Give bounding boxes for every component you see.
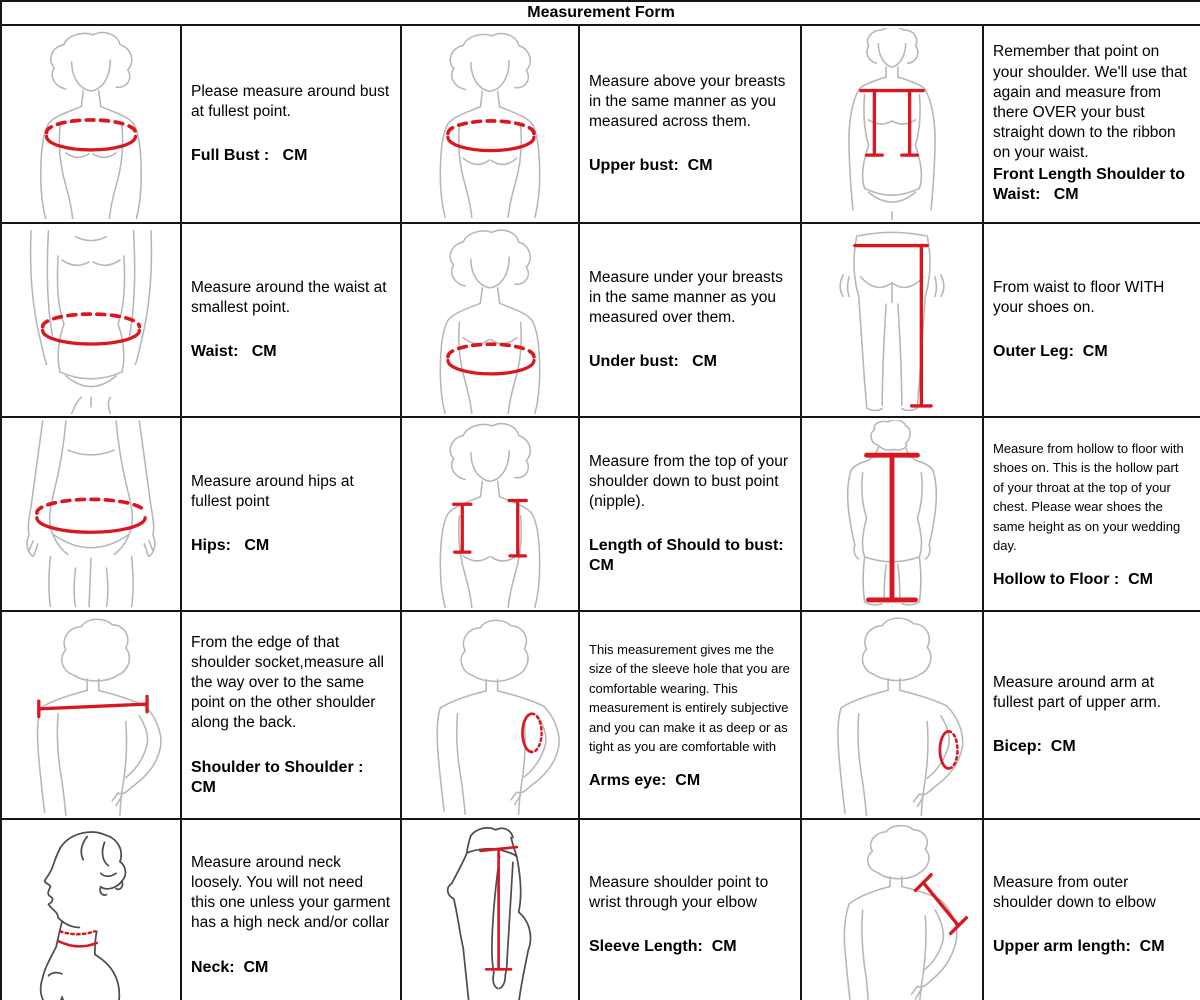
outer-leg-text-cell <box>983 223 1200 418</box>
neck-figure-cell <box>1 819 181 1000</box>
upper-arm-length-figure-cell <box>801 819 983 1000</box>
bicep-figure <box>804 614 980 816</box>
full-bust-figure <box>4 28 178 220</box>
shoulder-to-shoulder-text-cell <box>181 611 401 819</box>
outer-leg-instructions: From waist to floor WITH your shoes on. <box>993 278 1165 316</box>
under-bust-label: Under bust: CM <box>589 353 717 371</box>
table-row <box>1 417 1200 611</box>
waist-instructions: Measure around the waist at smallest point. <box>191 278 387 316</box>
waist-figure <box>4 226 178 415</box>
full-bust-text-cell <box>181 25 401 223</box>
front-length-text-cell <box>983 25 1200 223</box>
arms-eye-figure <box>404 614 576 816</box>
table-row <box>1 25 1200 223</box>
hips-label: Hips: CM <box>191 537 270 555</box>
shoulder-to-bust-label: Length of Should to bust: CM <box>589 537 793 575</box>
header-row <box>1 1 1200 25</box>
upper-bust-figure <box>404 28 576 220</box>
upper-bust-figure-cell <box>401 25 579 223</box>
shoulder-to-bust-figure-cell <box>401 417 579 611</box>
upper-arm-length-text-cell <box>983 819 1200 1000</box>
upper-bust-label: Upper bust: CM <box>589 157 713 175</box>
bicep-instructions: Measure around arm at fullest part of upper arm. <box>993 674 1161 712</box>
waist-text-cell <box>181 223 401 418</box>
hips-text-cell <box>181 417 401 611</box>
upper-arm-length-instructions: Measure from outer shoulder down to elbow <box>993 874 1156 912</box>
outer-leg-figure-cell <box>801 223 983 418</box>
under-bust-text-cell <box>579 223 801 418</box>
table-row <box>1 223 1200 418</box>
front-length-figure-cell <box>801 25 983 223</box>
neck-label: Neck: CM <box>191 958 269 976</box>
bicep-label: Bicep: CM <box>993 738 1076 756</box>
shoulder-to-shoulder-label: Shoulder to Shoulder : CM <box>191 758 368 796</box>
sleeve-length-instructions: Measure shoulder point to wrist through your elbow <box>589 874 769 912</box>
sleeve-length-figure-cell <box>401 819 579 1000</box>
hollow-to-floor-text-cell <box>983 417 1200 611</box>
under-bust-instructions: Measure under your breasts in the same manner as you measured over them. <box>589 268 783 327</box>
hips-instructions: Measure around hips at fullest point <box>191 473 354 511</box>
shoulder-to-bust-text-cell <box>579 417 801 611</box>
hips-figure-cell <box>1 417 181 611</box>
outer-leg-label: Outer Leg: CM <box>993 343 1108 361</box>
waist-label: Waist: CM <box>191 343 277 361</box>
arms-eye-text-cell <box>579 611 801 819</box>
upper-bust-instructions: Measure above your breasts in the same manner as you measured across them. <box>589 72 786 130</box>
table-row <box>1 611 1200 819</box>
sleeve-length-figure <box>404 822 576 1000</box>
arms-eye-instructions: This measurement gives me the size of the sleeve hole that you are comfortable wearing. This measurement is entirely subjective and you can make it as deep or as tight as you are comfortable with <box>589 641 790 755</box>
shoulder-to-shoulder-figure <box>4 614 178 816</box>
front-length-figure <box>804 28 980 220</box>
outer-leg-figure <box>804 226 980 415</box>
front-length-instructions: Remember that point on your shoulder. We'll use that again and measure from there OVER your bust straight down to the ribbon on your waist. <box>993 43 1187 162</box>
arms-eye-figure-cell <box>401 611 579 819</box>
full-bust-figure-cell <box>1 25 181 223</box>
shoulder-to-shoulder-figure-cell <box>1 611 181 819</box>
full-bust-instructions: Please measure around bust at fullest point. <box>191 82 390 120</box>
shoulder-to-bust-instructions: Measure from the top of your shoulder down to bust point (nipple). <box>589 452 789 511</box>
front-length-label: Front Length Shoulder to Waist: CM <box>993 166 1190 204</box>
hollow-to-floor-figure-cell <box>801 417 983 611</box>
arms-eye-label: Arms eye: CM <box>589 771 701 789</box>
under-bust-figure-cell <box>401 223 579 418</box>
upper-arm-length-figure <box>804 822 980 1000</box>
waist-figure-cell <box>1 223 181 418</box>
sleeve-length-text-cell <box>579 819 801 1000</box>
full-bust-label: Full Bust : CM <box>191 146 308 164</box>
neck-text-cell <box>181 819 401 1000</box>
under-bust-figure <box>404 226 576 415</box>
hollow-to-floor-label: Hollow to Floor : CM <box>993 570 1153 588</box>
sleeve-length-label: Sleeve Length: CM <box>589 938 737 956</box>
neck-instructions: Measure around neck loosely. You will not need this one unless your garment has a high neck and/or collar <box>191 854 391 932</box>
form-title: Measurement Form <box>1 1 1200 25</box>
shoulder-to-bust-figure <box>404 420 576 608</box>
upper-arm-length-label: Upper arm length: CM <box>993 938 1165 956</box>
bicep-text-cell <box>983 611 1200 819</box>
bicep-figure-cell <box>801 611 983 819</box>
hips-figure <box>4 420 178 608</box>
hollow-to-floor-figure <box>804 420 980 608</box>
neck-figure <box>4 822 178 1000</box>
upper-bust-text-cell <box>579 25 801 223</box>
hollow-to-floor-instructions: Measure from hollow to floor with shoes on. This is the hollow part of your throat at the top of your chest. Please wear shoes the same height as on your wedding day. <box>993 440 1184 554</box>
table-row <box>1 819 1200 1000</box>
shoulder-to-shoulder-instructions: From the edge of that shoulder socket,measure all the way over to the same point on the other shoulder along the back. <box>191 633 384 732</box>
